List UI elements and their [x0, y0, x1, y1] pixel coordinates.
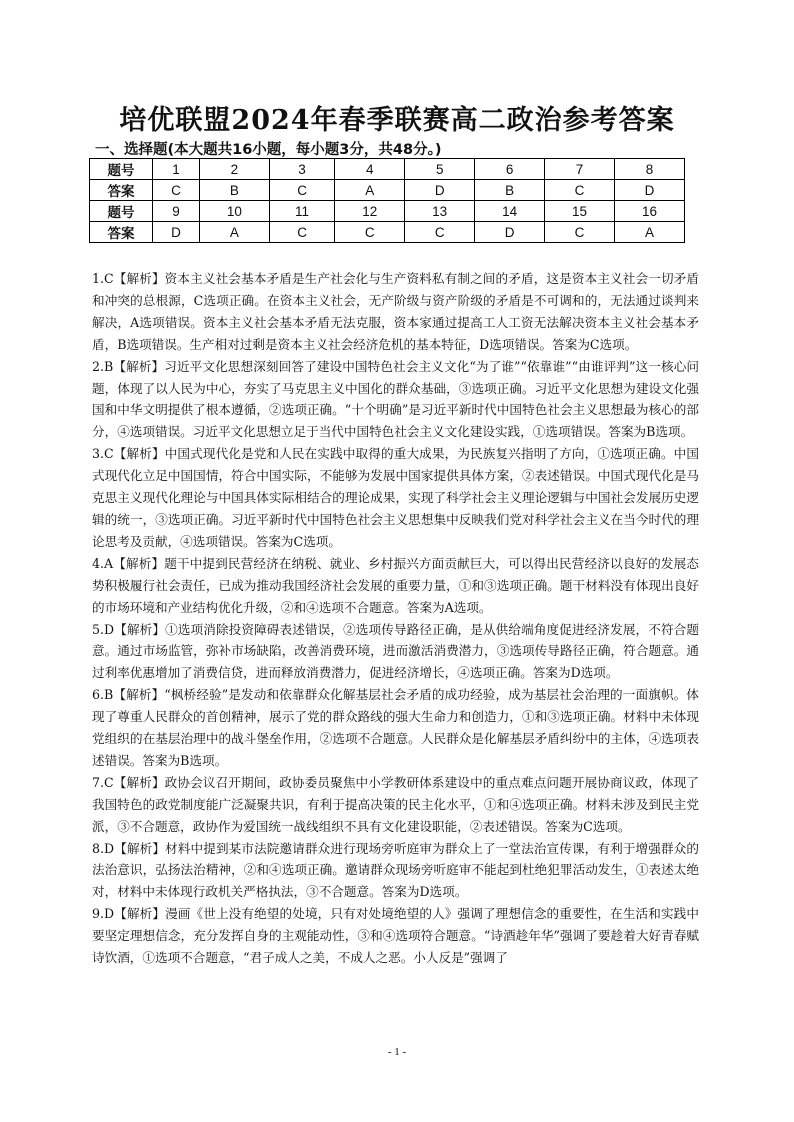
question-number-cell: 8 [615, 159, 685, 180]
answer-cell: D [475, 222, 545, 243]
answer-cell: A [615, 222, 685, 243]
question-number-cell: 14 [475, 201, 545, 222]
explanation-paragraph: 8.D【解析】材料中提到某市法院邀请群众进行现场旁听庭审为群众上了一堂法治宣传课，有利于增强群众的法治意识，弘扬法治精神，②和④选项正确。邀请群众现场旁听庭审不能起到杜绝犯罪活动发生，①表述太绝对，材料中未体现行政机关严格执法，③不合题意。答案为D选项。 [92, 840, 699, 900]
page-number: - 1 - [387, 1046, 407, 1058]
question-number-cell: 15 [545, 201, 615, 222]
answer-table [89, 158, 685, 243]
answer-cell: C [335, 222, 405, 243]
answer-cell: C [545, 180, 615, 201]
question-number-cell: 16 [615, 201, 685, 222]
explanation-paragraph: 5.D【解析】①选项消除投资障碍表述错误，②选项传导路径正确，是从供给端角度促进经济发展，不符合题意。通过市场监管，弥补市场缺陷，改善消费环境，进而激活消费潜力，③选项传导路径正确，符合题意。通过利率优惠增加了消费信贷，进而释放消费潜力，促进经济增长，④选项正确。答案为D选项。 [92, 621, 699, 681]
explanation-paragraph: 6.B【解析】“枫桥经验”是发动和依靠群众化解基层社会矛盾的成功经验，成为基层社会治理的一面旗帜。体现了尊重人民群众的首创精神，展示了党的群众路线的强大生命力和创造力，①和③选项正确。材料中未体现党组织的在基层治理中的战斗堡垒作用，②选项不合题意。人民群众是化解基层矛盾纠纷中的主体，④选项表述错误。答案为B选项。 [92, 687, 699, 768]
explanation-paragraph: 7.C【解析】政协会议召开期间，政协委员聚焦中小学教研体系建设中的重点难点问题开展协商议政，体现了我国特色的政党制度能广泛凝聚共识，有利于提高决策的民主化水平，①和④选项正确。材料未涉及到民主党派，③不合题意，政协作为爱国统一战线组织不具有文化建设职能，②表述错误。答案为C选项。 [92, 774, 699, 834]
explanation-paragraph: 9.D【解析】漫画《世上没有绝望的处境，只有对处境绝望的人》强调了理想信念的重要性，在生活和实践中要坚定理想信念，充分发挥自身的主观能动性，③和④选项符合题意。“诗酒趁年华”强调了要趁着大好青春赋诗饮酒，①选项不合题意，“君子成人之美，不成人之恶。小人反是”强调了 [92, 906, 699, 966]
row-label-answer: 答案 [90, 180, 153, 201]
answer-cell: B [199, 180, 269, 201]
answer-cell: A [199, 222, 269, 243]
answer-cell: D [153, 222, 200, 243]
explanation-paragraph: 1.C【解析】资本主义社会基本矛盾是生产社会化与生产资料私有制之间的矛盾，这是资本主义社会一切矛盾和冲突的总根源，C选项正确。在资本主义社会，无产阶级与资产阶级的矛盾是不可调和的，无法通过谈判来解决，A选项错误。资本主义社会基本矛盾无法克服，资本家通过提高工人工资无法解决资本主义社会基本矛盾，B选项错误。生产相对过剩是资本主义社会经济危机的基本特征，D选项错误。答案为C选项。 [92, 271, 699, 352]
answer-cell: D [405, 180, 475, 201]
table-row-answers [90, 222, 685, 243]
explanation-paragraph: 4.A【解析】题干中提到民营经济在纳税、就业、乡村振兴方面贡献巨大，可以得出民营经济以良好的发展态势积极履行社会责任，已成为推动我国经济社会发展的重要力量，①和③选项正确。题干材料没有体现出良好的市场环境和产业结构优化升级，②和④选项不合题意。答案为A选项。 [92, 555, 699, 615]
page-title: 培优联盟2024年春季联赛高二政治参考答案 [119, 105, 675, 136]
question-number-cell: 5 [405, 159, 475, 180]
question-number-cell: 2 [199, 159, 269, 180]
question-number-cell: 12 [335, 201, 405, 222]
answer-cell: C [405, 222, 475, 243]
question-number-cell: 7 [545, 159, 615, 180]
answer-cell: C [545, 222, 615, 243]
answer-cell: B [475, 180, 545, 201]
explanation-paragraph: 3.C【解析】中国式现代化是党和人民在实践中取得的重大成果，为民族复兴指明了方向，①选项正确。中国式现代化立足中国国情，符合中国实际，不能够为发展中国家提供具体方案，②表述错误。中国式现代化是马克思主义现代化理论与中国具体实际相结合的理论成果，实现了科学社会主义理论逻辑与中国社会发展历史逻辑的统一，③选项正确。习近平新时代中国特色社会主义思想集中反映我们党对科学社会主义在当今时代的理论思考及贡献，④选项错误。答案为C选项。 [92, 446, 699, 549]
row-label-answer: 答案 [90, 222, 153, 243]
question-number-cell: 4 [335, 159, 405, 180]
question-number-cell: 11 [269, 201, 335, 222]
answer-cell: D [615, 180, 685, 201]
question-number-cell: 6 [475, 159, 545, 180]
question-number-cell: 3 [269, 159, 335, 180]
table-row-answers [90, 180, 685, 201]
table-row-questions [90, 201, 685, 222]
table-row-questions [90, 159, 685, 180]
row-label-question: 题号 [90, 159, 153, 180]
question-number-cell: 10 [199, 201, 269, 222]
answer-cell: A [335, 180, 405, 201]
section-heading: 一、选择题(本大题共16小题，每小题3分，共48分。) [95, 142, 442, 158]
explanations [92, 268, 699, 969]
answer-cell: C [269, 222, 335, 243]
answer-cell: C [269, 180, 335, 201]
explanation-paragraph: 2.B【解析】习近平文化思想深刻回答了建设中国特色社会主义文化“为了谁”“依靠谁”“由谁评判”这一核心问题，体现了以人民为中心，夯实了马克思主义中国化的群众基础，③选项正确。习近平文化思想为建设文化强国和中华文明提供了根本遵循，②选项正确。“十个明确”是习近平新时代中国特色社会主义思想最为核心的部分，④选项错误。习近平文化思想立足于当代中国特色社会主义文化建设实践，①选项错误。答案为B选项。 [92, 358, 699, 440]
question-number-cell: 13 [405, 201, 475, 222]
answer-cell: C [153, 180, 200, 201]
row-label-question: 题号 [90, 201, 153, 222]
question-number-cell: 9 [153, 201, 200, 222]
question-number-cell: 1 [153, 159, 200, 180]
